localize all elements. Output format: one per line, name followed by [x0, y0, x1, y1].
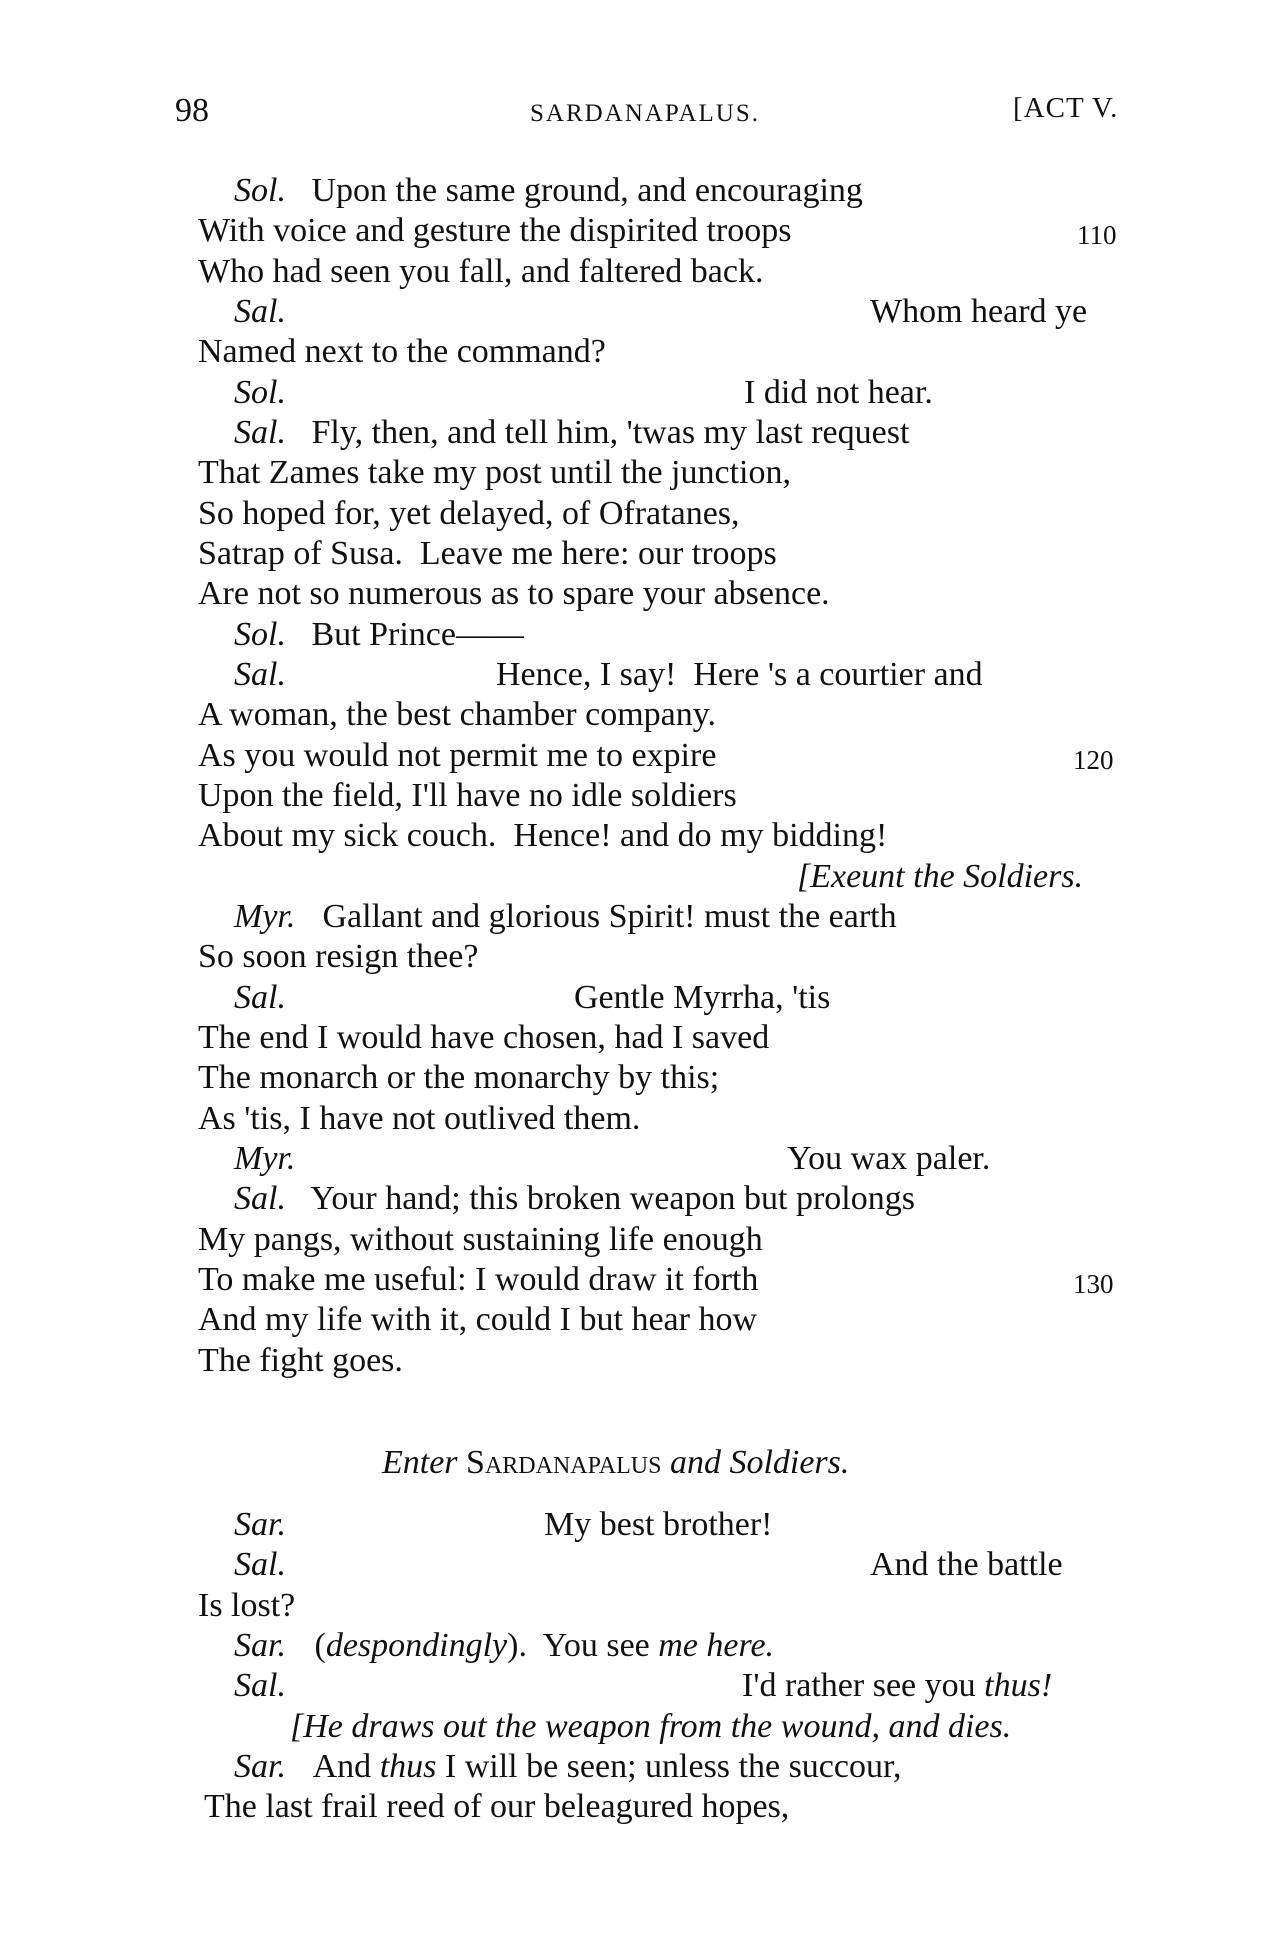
line-text: Are not so numerous as to spare your absence. — [198, 575, 830, 612]
verse-line — [0, 292, 1274, 332]
line-text: My best brother! — [544, 1506, 773, 1543]
verse-line — [0, 1586, 1274, 1626]
line-text: Satrap of Susa. Leave me here: our troops — [198, 535, 777, 572]
line-text — [306, 1747, 901, 1787]
line-number: 110 — [1077, 220, 1117, 250]
line-fragment: I will be seen; unless the succour, — [436, 1748, 902, 1785]
stage-direction-text: [Exeunt the Soldiers. — [797, 858, 1084, 895]
verse-line — [0, 1300, 1274, 1340]
line-text: And the battle — [870, 1546, 1063, 1583]
line-text: So soon resign thee? — [198, 938, 479, 975]
verse-line — [0, 1787, 1274, 1827]
speaker: Myr. — [234, 1140, 296, 1177]
verse-line — [0, 978, 1274, 1018]
verse-line — [0, 1220, 1274, 1260]
verse-line — [0, 655, 1274, 695]
line-text: Your hand; this broken weapon but prolongs — [303, 1180, 915, 1217]
line-text: Who had seen you fall, and faltered back. — [198, 253, 764, 290]
line-text: A woman, the best chamber company. — [198, 696, 717, 733]
verse-line — [0, 1139, 1274, 1179]
verse-line — [0, 776, 1274, 816]
stage-entrance-text — [382, 1443, 849, 1483]
line-text: The end I would have chosen, had I saved — [198, 1019, 770, 1056]
line-text: So hoped for, yet delayed, of Ofratanes, — [198, 495, 740, 532]
line-number: 130 — [1073, 1269, 1114, 1299]
verse-line — [0, 373, 1274, 413]
verse-line — [0, 252, 1274, 292]
verse-line — [0, 171, 1274, 211]
verse-line — [0, 1179, 1274, 1219]
line-text: With voice and gesture the dispirited troops — [198, 212, 792, 249]
verse-line — [0, 1545, 1274, 1585]
verse-line — [0, 574, 1274, 614]
stage-entrance — [0, 1443, 1274, 1483]
speaker: Sal. — [234, 1546, 286, 1583]
verse-line — [0, 615, 1274, 655]
speaker: Sal. — [234, 1667, 286, 1704]
speaker: Sar. — [234, 1748, 286, 1785]
verse-line — [0, 1747, 1274, 1787]
line-text: I did not hear. — [744, 374, 933, 411]
page-number: 98 — [175, 92, 209, 129]
speaker: Sal. — [234, 656, 286, 693]
line-text — [306, 1626, 774, 1666]
verse-line — [0, 1058, 1274, 1098]
line-fragment: thus — [379, 1748, 437, 1785]
verse-line — [0, 1260, 1274, 1300]
line-text: The monarch or the monarchy by this; — [198, 1059, 720, 1096]
line-text: Fly, then, and tell him, 'twas my last request — [303, 414, 910, 451]
verse-line — [0, 534, 1274, 574]
verse-line — [0, 695, 1274, 735]
verse-line — [0, 413, 1274, 453]
line-number: 120 — [1073, 745, 1114, 775]
verse-line — [0, 736, 1274, 776]
line-fragment: ( — [306, 1627, 326, 1664]
line-fragment: despondingly — [325, 1627, 508, 1664]
line-fragment: thus! — [984, 1667, 1053, 1704]
speaker: Sol. — [234, 374, 286, 411]
speaker: Sal. — [234, 1180, 286, 1217]
verse-line — [0, 937, 1274, 977]
verse-line — [0, 211, 1274, 251]
stage-direction — [0, 1707, 1274, 1747]
line-text: My pangs, without sustaining life enough — [198, 1221, 763, 1258]
act-label: [ACT V. — [1013, 92, 1119, 124]
line-text: Whom heard ye — [870, 293, 1088, 330]
speaker: Sol. — [234, 172, 286, 209]
line-text: You wax paler. — [787, 1140, 991, 1177]
speaker: Sol. — [234, 616, 286, 653]
line-text: The fight goes. — [198, 1342, 403, 1379]
speaker: Sar. — [234, 1627, 286, 1664]
running-title: SARDANAPALUS. — [530, 100, 760, 127]
verse-line — [0, 897, 1274, 937]
line-text: To make me useful: I would draw it forth — [198, 1261, 759, 1298]
entrance-enter: Enter — [382, 1444, 458, 1481]
line-text: Named next to the command? — [198, 333, 606, 370]
stage-direction-text: [He draws out the weapon from the wound, and dies. — [290, 1708, 1012, 1745]
line-text — [742, 1666, 1052, 1706]
line-text: The last frail reed of our beleagured hopes, — [204, 1788, 790, 1825]
line-text: But Prince—— — [303, 616, 524, 653]
line-text: Upon the field, I'll have no idle soldiers — [198, 777, 737, 814]
verse-line — [0, 816, 1274, 856]
stage-direction — [0, 857, 1274, 897]
line-text: Is lost? — [198, 1587, 296, 1624]
speaker: Sal. — [234, 979, 286, 1016]
line-fragment: I'd rather see you — [742, 1667, 985, 1704]
speaker: Sal. — [234, 414, 286, 451]
verse-line — [0, 1666, 1274, 1706]
line-fragment: ). You see — [507, 1627, 659, 1664]
line-text: Hence, I say! Here 's a courtier and — [496, 656, 983, 693]
entrance-rest: and Soldiers. — [669, 1444, 850, 1481]
speaker: Sar. — [234, 1506, 286, 1543]
speaker: Sal. — [234, 293, 286, 330]
verse-line — [0, 1341, 1274, 1381]
line-text: As 'tis, I have not outlived them. — [198, 1100, 641, 1137]
line-text: Gallant and glorious Spirit! must the earth — [314, 898, 897, 935]
line-text: And my life with it, could I but hear how — [198, 1301, 758, 1338]
line-fragment: me here. — [658, 1627, 775, 1664]
line-fragment: And — [306, 1748, 380, 1785]
verse-line — [0, 1505, 1274, 1545]
line-text: As you would not permit me to expire — [198, 737, 717, 774]
verse-line — [0, 494, 1274, 534]
line-text: About my sick couch. Hence! and do my bidding! — [198, 817, 888, 854]
speaker: Myr. — [234, 898, 296, 935]
line-text: That Zames take my post until the junction, — [198, 454, 791, 491]
verse-line — [0, 1626, 1274, 1666]
line-text: Upon the same ground, and encouraging — [303, 172, 863, 209]
verse-line — [0, 332, 1274, 372]
verse-line — [0, 1099, 1274, 1139]
line-text: Gentle Myrrha, 'tis — [574, 979, 831, 1016]
verse-line — [0, 453, 1274, 493]
entrance-character: Sardanapalus — [457, 1444, 670, 1481]
verse-line — [0, 1018, 1274, 1058]
